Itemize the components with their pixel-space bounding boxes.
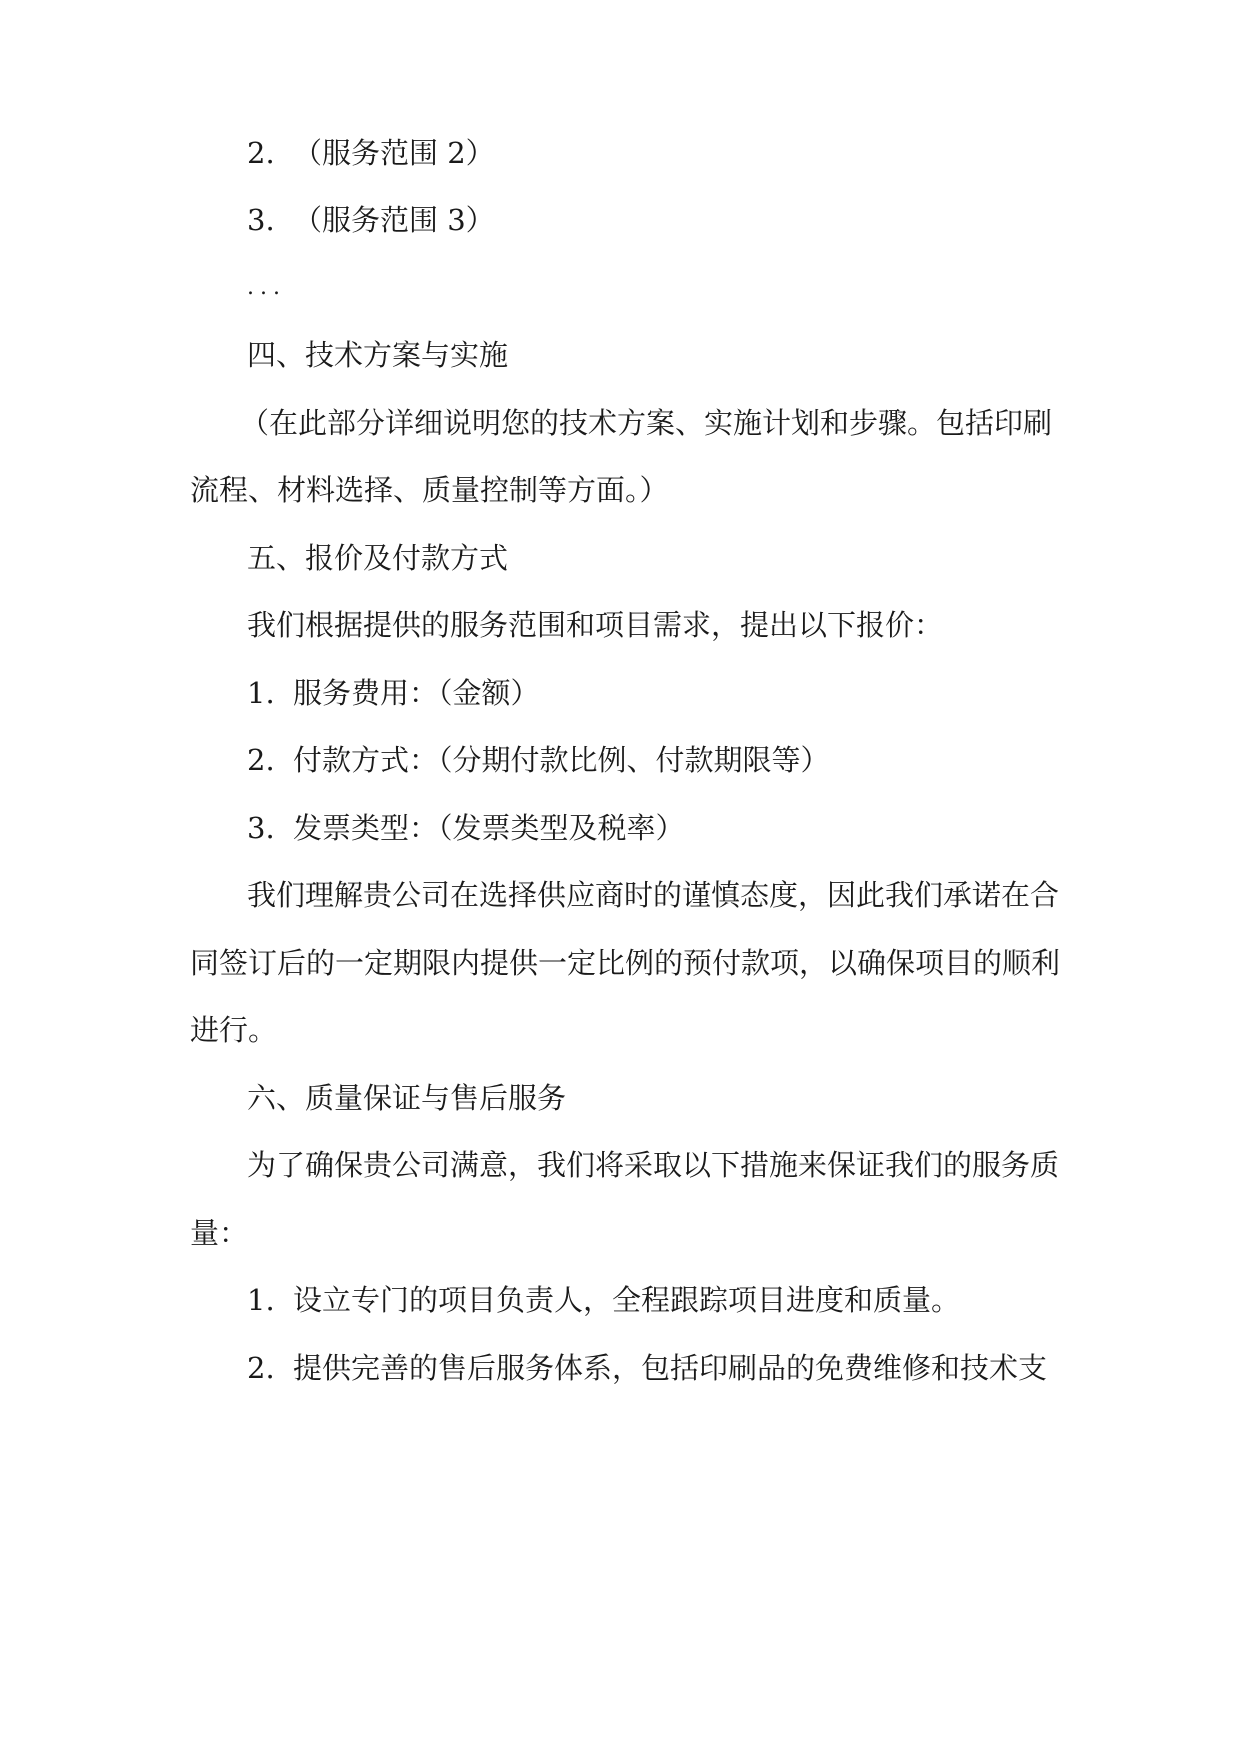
list-number: 1. [247, 676, 275, 710]
section4-paragraph-line1: （在此部分详细说明您的技术方案、实施计划和步骤。包括印刷 [240, 406, 1053, 440]
list-number: 3. [247, 203, 275, 237]
quality-item-1 [247, 1280, 960, 1320]
section6-heading: 六、质量保证与售后服务 [247, 1081, 567, 1115]
section5-paragraph-line1: 我们理解贵公司在选择供应商时的谨慎态度，因此我们承诺在合 [247, 878, 1060, 912]
list-number: 3. [247, 811, 275, 845]
list-text: 设立专门的项目负责人，全程跟踪项目进度和质量。 [293, 1283, 961, 1317]
list-text: （服务范围 2） [293, 136, 495, 170]
quote-item-3 [247, 808, 685, 848]
section5-paragraph-line3: 进行。 [190, 1013, 278, 1047]
section6-intro-line1: 为了确保贵公司满意，我们将采取以下措施来保证我们的服务质 [247, 1148, 1060, 1182]
section5-paragraph-line2: 同签订后的一定期限内提供一定比例的预付款项，以确保项目的顺利 [190, 946, 1061, 980]
quote-item-2 [247, 740, 830, 780]
scope-item-3 [247, 200, 495, 240]
list-text: 服务费用：（金额） [293, 676, 540, 710]
section4-heading: 四、技术方案与实施 [247, 338, 509, 372]
section5-heading: 五、报价及付款方式 [247, 541, 509, 575]
quote-item-1 [247, 673, 540, 713]
list-number: 2. [247, 1351, 275, 1385]
section4-paragraph-line2: 流程、材料选择、质量控制等方面。） [190, 473, 669, 507]
scope-item-2 [247, 133, 495, 173]
list-text: 付款方式：（分期付款比例、付款期限等） [293, 743, 830, 777]
list-number: 2. [247, 136, 275, 170]
list-number: 2. [247, 743, 275, 777]
section6-intro-line2: 量： [190, 1216, 249, 1250]
list-text: 提供完善的售后服务体系，包括印刷品的免费维修和技术支 [293, 1351, 1048, 1385]
list-text: 发票类型：（发票类型及税率） [293, 811, 685, 845]
list-text: （服务范围 3） [293, 203, 495, 237]
quality-item-2 [247, 1348, 1047, 1388]
list-number: 1. [247, 1283, 275, 1317]
ellipsis: ... [247, 275, 286, 300]
section5-intro: 我们根据提供的服务范围和项目需求，提出以下报价： [247, 608, 944, 642]
